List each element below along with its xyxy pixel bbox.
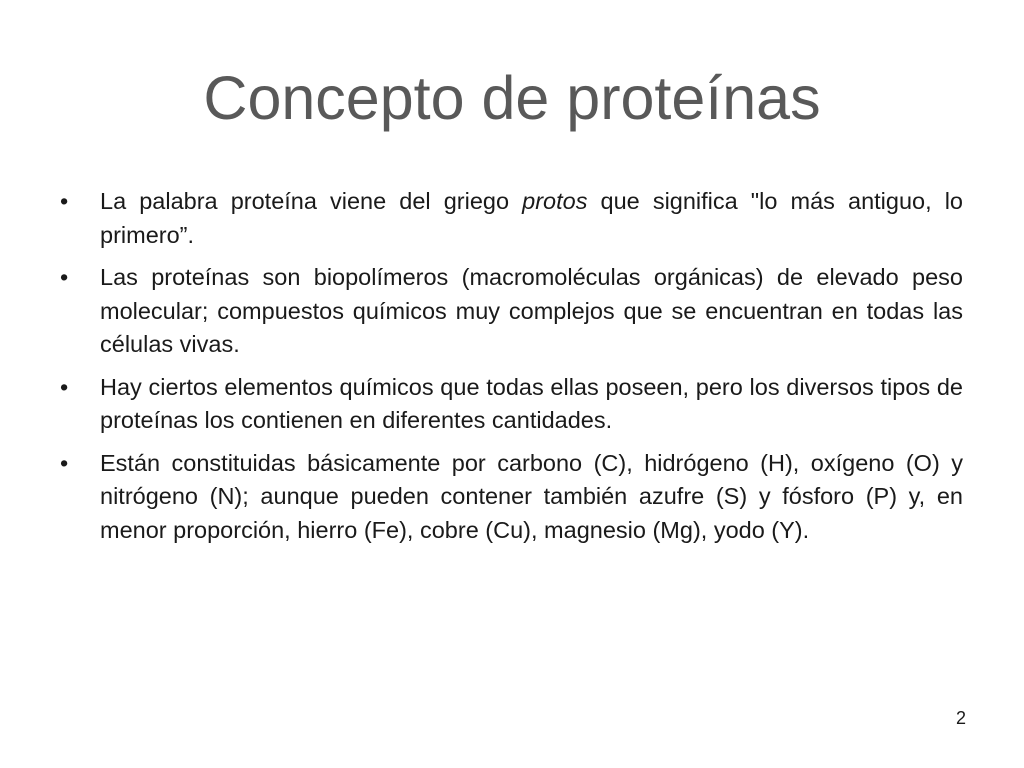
page-number: 2 xyxy=(955,708,966,728)
bullet-marker: • xyxy=(60,188,69,214)
bullet-marker: • xyxy=(60,373,69,400)
emphasized-word: protos xyxy=(522,188,588,214)
bullet-list xyxy=(57,185,963,556)
bullet-item xyxy=(57,447,963,548)
bullet-item xyxy=(57,371,963,438)
bullet-item xyxy=(57,185,963,252)
bullet-text xyxy=(100,188,963,248)
bullet-marker: • xyxy=(60,264,69,290)
slide-title: Concepto de proteínas xyxy=(203,64,821,132)
bullet-text-end: que significa "lo más antiguo, lo primero”. xyxy=(100,188,963,248)
bullet-item xyxy=(57,261,963,362)
bullet-marker: • xyxy=(60,449,69,476)
bullet-text: Las proteínas son biopolímeros (macromoléculas orgánicas) de elevado peso molecular; compuestos químicos muy complejos que se encuentran en todas las células vivas. xyxy=(100,264,963,357)
bullet-text-start: La palabra proteína viene del griego xyxy=(100,188,523,214)
bullet-text: Están constituidas básicamente por carbono (C), hidrógeno (H), oxígeno (O) y nitrógeno (N); aunque pueden contener también azufre (S) y fósforo (P) y, en menor proporción, hierro (Fe), cobre (Cu), magnesio (Mg), yodo (Y). xyxy=(100,449,963,543)
bullet-text: Hay ciertos elementos químicos que todas ellas poseen, pero los diversos tipos de proteínas los contienen en diferentes cantidades. xyxy=(100,373,963,433)
